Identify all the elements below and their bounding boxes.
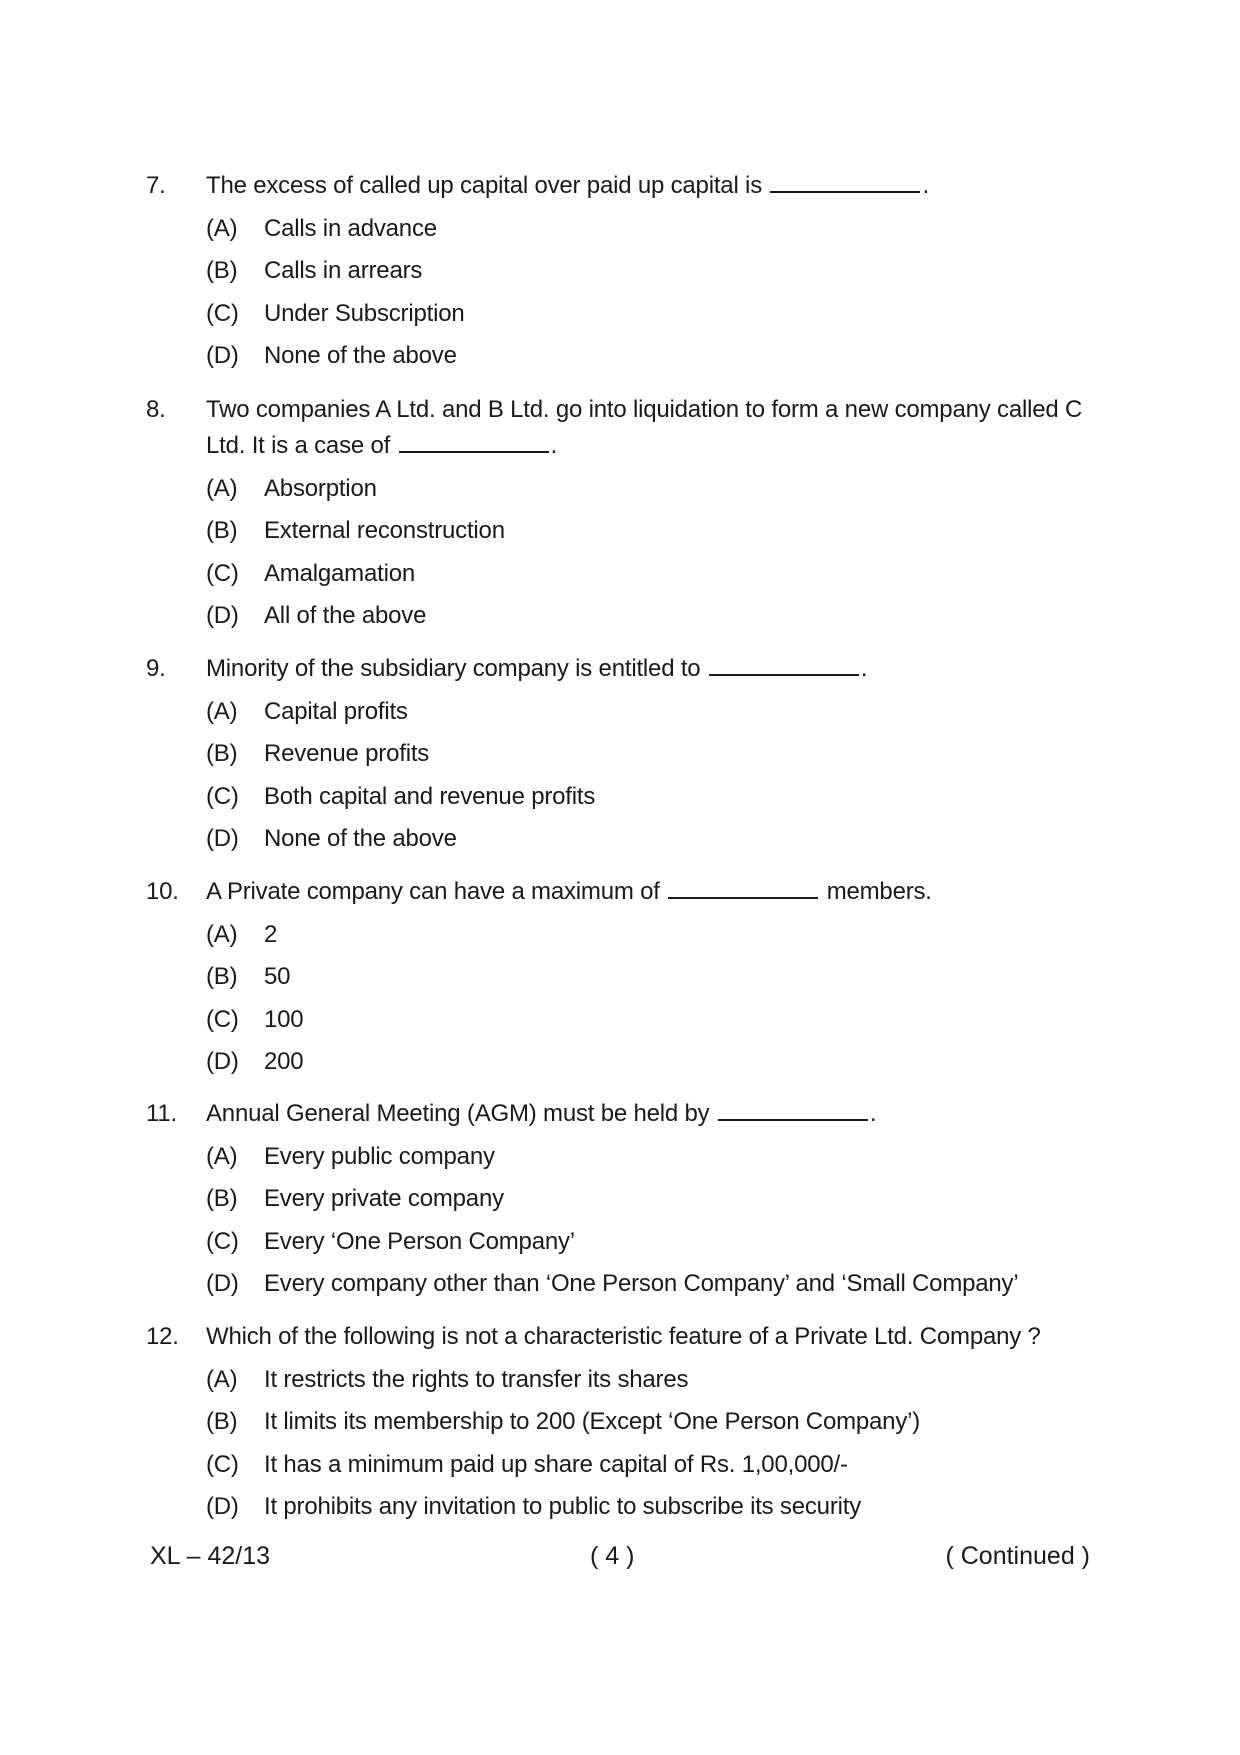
option-text: Every company other than ‘One Person Company’ and ‘Small Company’ <box>264 1270 1019 1298</box>
question-number: 8. <box>146 396 166 423</box>
question-text: A Private company can have a maximum of <box>206 878 660 905</box>
options-list <box>206 208 1106 378</box>
question-text-end: . <box>869 1100 877 1127</box>
option-c <box>206 553 1106 595</box>
option-letter: (C) <box>206 1450 239 1478</box>
option-text: 2 <box>264 921 278 948</box>
option-text: 200 <box>264 1048 304 1076</box>
option-text: It prohibits any invitation to public to subscribe its security <box>264 1493 862 1521</box>
answer-blank <box>709 652 859 676</box>
option-a <box>206 1359 1106 1401</box>
question-9 <box>146 651 1106 861</box>
option-d <box>206 818 1106 860</box>
option-text: Capital profits <box>264 698 408 725</box>
option-letter: (A) <box>206 475 238 502</box>
option-letter: (D) <box>206 342 239 370</box>
option-text: Under Subscription <box>264 299 465 327</box>
options-list <box>206 1136 1106 1306</box>
answer-blank <box>399 429 549 453</box>
option-letter: (D) <box>206 602 239 630</box>
option-a <box>206 208 1106 250</box>
option-text: None of the above <box>264 342 457 370</box>
option-letter: (D) <box>206 825 239 853</box>
option-text: Every private company <box>264 1185 504 1213</box>
option-text: 100 <box>264 1005 304 1033</box>
option-c <box>206 293 1106 335</box>
option-b <box>206 956 1106 998</box>
option-a <box>206 914 1106 956</box>
option-d <box>206 1041 1106 1083</box>
question-number: 7. <box>146 172 166 199</box>
option-letter: (C) <box>206 782 239 810</box>
answer-blank <box>770 169 920 193</box>
option-text: 50 <box>264 963 291 991</box>
option-letter: (B) <box>206 517 238 545</box>
question-10 <box>146 874 1106 1084</box>
option-d <box>206 1263 1106 1305</box>
question-stem <box>146 1096 1106 1132</box>
question-number: 11. <box>146 1100 177 1127</box>
options-list <box>206 691 1106 861</box>
option-text: Both capital and revenue profits <box>264 782 596 810</box>
option-text: None of the above <box>264 825 457 853</box>
option-b <box>206 250 1106 292</box>
option-letter: (B) <box>206 1408 238 1436</box>
option-text: Calls in advance <box>264 215 437 242</box>
option-c <box>206 776 1106 818</box>
option-letter: (C) <box>206 1005 239 1033</box>
option-text: Calls in arrears <box>264 257 423 285</box>
question-number: 9. <box>146 655 166 682</box>
option-letter: (D) <box>206 1493 239 1521</box>
option-b <box>206 1178 1106 1220</box>
question-7 <box>146 168 1106 378</box>
option-d <box>206 1486 1106 1528</box>
option-text: Amalgamation <box>264 559 416 587</box>
answer-blank <box>668 875 818 899</box>
question-text-end: . <box>860 655 868 682</box>
question-8 <box>146 392 1106 638</box>
option-c <box>206 1444 1106 1486</box>
option-c <box>206 1221 1106 1263</box>
question-text: Annual General Meeting (AGM) must be held by <box>206 1100 710 1127</box>
option-c <box>206 999 1106 1041</box>
option-text: Revenue profits <box>264 740 430 768</box>
question-stem <box>146 392 1106 464</box>
option-a <box>206 1136 1106 1178</box>
option-b <box>206 1401 1106 1443</box>
question-stem <box>146 168 1106 204</box>
question-text-end: members. <box>826 878 932 905</box>
question-stem <box>146 1319 1106 1355</box>
option-letter: (A) <box>206 698 238 725</box>
options-list <box>206 1359 1106 1529</box>
question-text-end: . <box>550 432 558 459</box>
option-letter: (D) <box>206 1048 239 1076</box>
option-text: It has a minimum paid up share capital of Rs. 1,00,000/- <box>264 1450 848 1478</box>
option-text: It limits its membership to 200 (Except ‘One Person Company’) <box>264 1408 921 1436</box>
question-text: The excess of called up capital over paid up capital is <box>206 172 762 199</box>
option-letter: (A) <box>206 215 238 242</box>
answer-blank <box>718 1097 868 1121</box>
option-text: Every ‘One Person Company’ <box>264 1227 575 1255</box>
page-number: ( 4 ) <box>590 1542 635 1570</box>
option-letter: (C) <box>206 1227 239 1255</box>
option-letter: (C) <box>206 559 239 587</box>
question-text: Two companies A Ltd. and B Ltd. go into liquidation to form a new company called C Ltd. It is a case of <box>206 396 1083 459</box>
question-text: Minority of the subsidiary company is entitled to <box>206 655 701 682</box>
option-text: All of the above <box>264 602 427 630</box>
question-11 <box>146 1096 1106 1306</box>
option-letter: (A) <box>206 921 238 948</box>
question-number: 10. <box>146 878 179 905</box>
option-letter: (A) <box>206 1143 238 1170</box>
page-footer <box>150 1538 1090 1574</box>
question-text-end: . <box>922 172 929 199</box>
option-text: It restricts the rights to transfer its shares <box>264 1366 689 1393</box>
question-stem <box>146 874 1106 910</box>
option-text: Absorption <box>264 475 377 502</box>
question-number: 12. <box>146 1323 179 1350</box>
option-b <box>206 733 1106 775</box>
options-list <box>206 914 1106 1084</box>
option-a <box>206 691 1106 733</box>
option-letter: (B) <box>206 963 238 991</box>
option-d <box>206 335 1106 377</box>
option-b <box>206 510 1106 552</box>
option-text: Every public company <box>264 1143 495 1170</box>
option-d <box>206 595 1106 637</box>
option-letter: (D) <box>206 1270 239 1298</box>
option-a <box>206 468 1106 510</box>
question-text: Which of the following is not a characteristic feature of a Private Ltd. Company ? <box>206 1323 1041 1350</box>
option-letter: (B) <box>206 1185 238 1213</box>
option-letter: (A) <box>206 1366 238 1393</box>
option-letter: (B) <box>206 257 238 285</box>
option-letter: (C) <box>206 299 239 327</box>
option-letter: (B) <box>206 740 238 768</box>
options-list <box>206 468 1106 638</box>
question-stem <box>146 651 1106 687</box>
option-text: External reconstruction <box>264 517 505 545</box>
paper-code: XL – 42/13 <box>150 1542 271 1570</box>
continued-label: ( Continued ) <box>945 1542 1090 1570</box>
question-12 <box>146 1319 1106 1529</box>
